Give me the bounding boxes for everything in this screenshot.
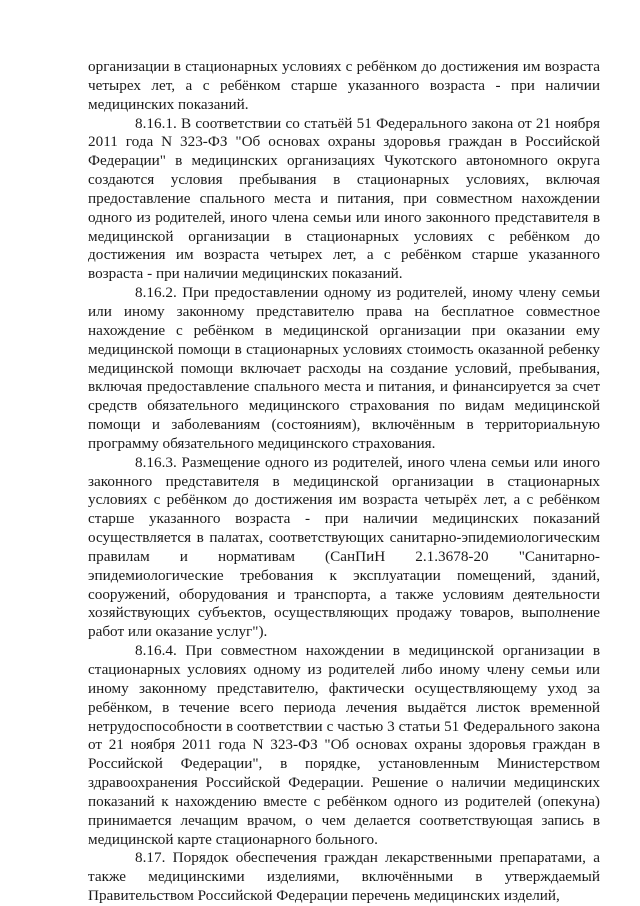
document-page [88,58,600,906]
paragraph-continuation: организации в стационарных условиях с ребёнком до достижения им возраста четырех лет, а с ребёнком старше указанного возраста - при наличии медицинских показаний. [88,58,600,113]
paragraph-8-17: 8.17. Порядок обеспечения граждан лекарственными препаратами, а также медицинскими изделиями, включёнными в утверждаемый Правительством Российской Федерации перечень медицинских изделий, [88,849,600,905]
paragraph-8-16-1: 8.16.1. В соответствии со статьёй 51 Федерального закона от 21 ноября 2011 года N 323-ФЗ "Об основах охраны здоровья граждан в Российской Федерации" в медицинских организациях Чукотского автономного округа создаются условия пребывания в стационарных условиях, включая предоставление спального места и питания, при совместном нахождении одного из родителей, иного члена семьи или иного законного представителя в медицинской организации в стационарных условиях с ребёнком до достижения им возраста четырех лет, а с ребёнком старше указанного возраста - при наличии медицинских показаний. [88,114,600,283]
paragraph-8-16-3: 8.16.3. Размещение одного из родителей, иного члена семьи или иного законного представителя в медицинской организации в стационарных условиях с ребёнком до достижения им возраста четырёх лет, а с ребёнком старше указанного возраста - при наличии медицинских показаний осуществляется в палатах, соответствующих санитарно-эпидемиологическим правилам и нормативам (СанПиН 2.1.3678-20 "Санитарно-эпидемиологические требования к эксплуатации помещений, зданий, сооружений, оборудования и транспорта, а также условиям деятельности хозяйствующих субъектов, осуществляющих продажу товаров, выполнение работ или оказание услуг"). [88,453,600,641]
paragraph-8-16-4: 8.16.4. При совместном нахождении в медицинской организации в стационарных условиях одному из родителей либо иному члену семьи или иному законному представителю, фактически осуществляющему уход за ребёнком, в течение всего периода лечения выдаётся листок временной нетрудоспособности в соответствии с частью 3 статьи 51 Федерального закона от 21 ноября 2011 года N 323-ФЗ "Об основах охраны здоровья граждан в Российской Федерации", в порядке, установленным Министерством здравоохранения Российской Федерации. Решение о наличии медицинских показаний к нахождению вместе с ребёнком одного из родителей (опекуна) принимается лечащим врачом, о чем делается соответствующая запись в медицинской карте стационарного больного. [88,642,600,848]
paragraph-8-16-2: 8.16.2. При предоставлении одному из родителей, иному члену семьи или иному законному представителю права на бесплатное совместное нахождение с ребёнком в медицинской организации при оказании ему медицинской помощи в стационарных условиях стоимость оказанной ребенку медицинской помощи включает расходы на создание условий, пребывания, включая предоставление спального места и питания, и финансируется за счет средств обязательного медицинского страхования по видам медицинской помощи и заболеваниям (состояниям), включённым в территориальную программу обязательного медицинского страхования. [88,284,600,452]
